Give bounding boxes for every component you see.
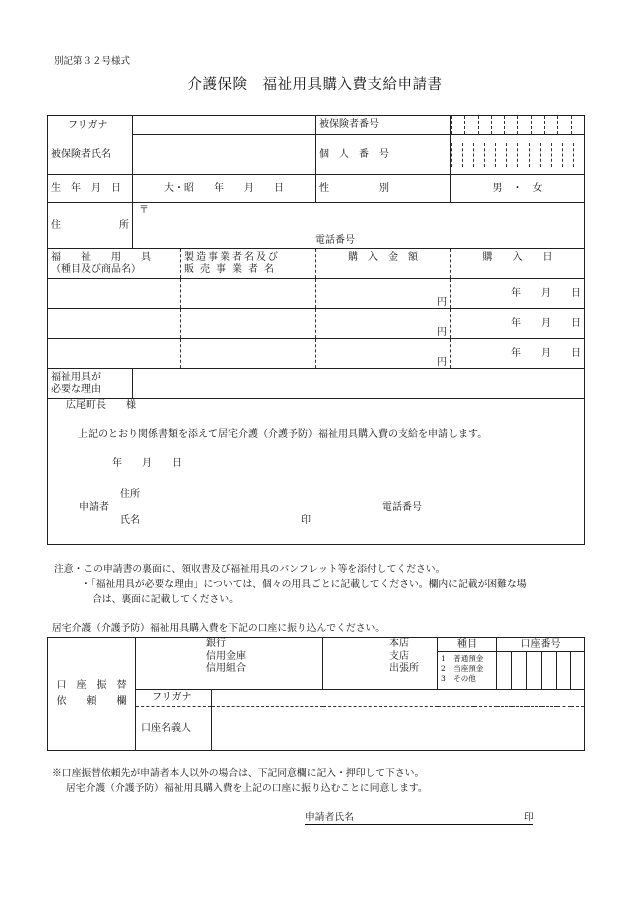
signer-seal: 印 [524, 812, 534, 823]
consent-text: 居宅介護（介護予防）福祉用具購入費を上記の口座に振り込むことに同意します。 [66, 783, 428, 794]
mayor-address: 広尾町長 様 [66, 400, 136, 411]
account-digit[interactable] [571, 652, 585, 690]
sex-label: 性 別 [316, 175, 451, 203]
birthdate-field[interactable]: 大・昭 年 月 日 [133, 175, 316, 203]
maker-col-header: 製造事業者名及び 販売事業者名 [181, 249, 316, 279]
page-title: 介護保険 福祉用具購入費支給申請書 [187, 77, 443, 93]
note-2: ・「福祉用具が必要な理由」については、個々の用具ごとに記載してください。欄内に記載が困難な場 [81, 579, 527, 590]
amount-field[interactable]: 円 [316, 339, 451, 369]
request-text: 上記のとおり関係書類を添えて居宅介護（介護予防）福祉用具購入費の支給を申請します。 [78, 429, 488, 440]
account-digit[interactable] [512, 652, 527, 690]
date-field[interactable]: 年 月 日 [451, 279, 585, 309]
insured-number-boxes[interactable] [451, 116, 585, 135]
birthdate-label: 生 年 月 日 [48, 175, 133, 203]
item-name-field[interactable] [48, 309, 181, 339]
account-type-field[interactable]: 1 普通預金 2 当座預金 3 その他 [438, 652, 497, 690]
application-table [47, 115, 585, 545]
sex-field[interactable]: 男 ・ 女 [451, 175, 585, 203]
consent-note: ※口座振替依頼先が申請者本人以外の場合は、下記同意欄に記入・押印して下さい。 [52, 768, 425, 779]
note-1: 注意・この申請書の裏面に、領収書及び福祉用具のパンフレット等を添付してください。 [54, 564, 446, 575]
request-section [48, 399, 585, 545]
item-row [48, 279, 585, 309]
personal-number-boxes[interactable] [451, 135, 585, 175]
amount-field[interactable]: 円 [316, 309, 451, 339]
holder-field[interactable] [212, 707, 585, 751]
amount-col-header: 購 入 金 額 [316, 249, 451, 279]
bank-name-field[interactable]: 銀行 信用金庫 信用組合 [136, 638, 323, 690]
account-digit[interactable] [557, 652, 571, 690]
insured-name-label: 被保険者氏名 [48, 135, 133, 175]
transfer-label: 口 座 振 替 依 頼 欄 [48, 638, 136, 751]
furigana-label: フリガナ [48, 116, 133, 135]
personal-number-label: 個 人 番 号 [316, 135, 451, 175]
item-row [48, 309, 585, 339]
item-name-field[interactable] [48, 339, 181, 369]
insured-number-label: 被保険者番号 [316, 116, 451, 135]
date-field[interactable]: 年 月 日 [451, 309, 585, 339]
address-label: 住 所 [48, 203, 133, 249]
holder-furigana-label: フリガナ [136, 690, 212, 707]
date-field[interactable]: 年 月 日 [451, 339, 585, 369]
branch-field[interactable]: 本店 支店 出張所 [323, 638, 438, 690]
item-col-header: 福 祉 用 具 （種目及び商品名） [48, 249, 181, 279]
address-field[interactable] [133, 203, 585, 249]
note-3: 合は、裏面に記載してください。 [92, 594, 239, 605]
request-date[interactable]: 年 月 日 [112, 458, 182, 469]
applicant-name-label: 氏名 [120, 515, 140, 526]
maker-field[interactable] [181, 309, 316, 339]
account-digit[interactable] [497, 652, 512, 690]
account-digit[interactable] [542, 652, 557, 690]
phone-label: 電話番号 [315, 234, 355, 246]
reason-label: 福祉用具が 必要な理由 [48, 369, 133, 399]
item-row [48, 339, 585, 369]
item-name-field[interactable] [48, 279, 181, 309]
postal-mark: 〒 [139, 205, 149, 216]
seal-mark: 印 [301, 515, 311, 526]
holder-label: 口座名義人 [136, 707, 212, 751]
furigana-field[interactable] [133, 116, 316, 135]
applicant-phone-label: 電話番号 [382, 502, 422, 513]
account-number-header: 口座番号 [497, 638, 585, 652]
holder-furigana-field[interactable] [212, 690, 585, 707]
maker-field[interactable] [181, 339, 316, 369]
signer-label: 申請者氏名 [305, 812, 354, 823]
bank-transfer-table [47, 637, 585, 751]
applicant-address-label: 住所 [120, 489, 140, 500]
date-col-header: 購 入 日 [451, 249, 585, 279]
amount-field[interactable]: 円 [316, 279, 451, 309]
reason-field[interactable] [133, 369, 585, 399]
applicant-label: 申請者 [79, 502, 109, 513]
type-header: 種目 [438, 638, 497, 652]
account-digit[interactable] [527, 652, 542, 690]
maker-field[interactable] [181, 279, 316, 309]
bank-intro: 居宅介護（介護予防）福祉用具購入費を下記の口座に振り込んでください。 [52, 623, 386, 634]
form-number: 別記第３２号様式 [54, 56, 131, 67]
insured-name-field[interactable] [133, 135, 316, 175]
